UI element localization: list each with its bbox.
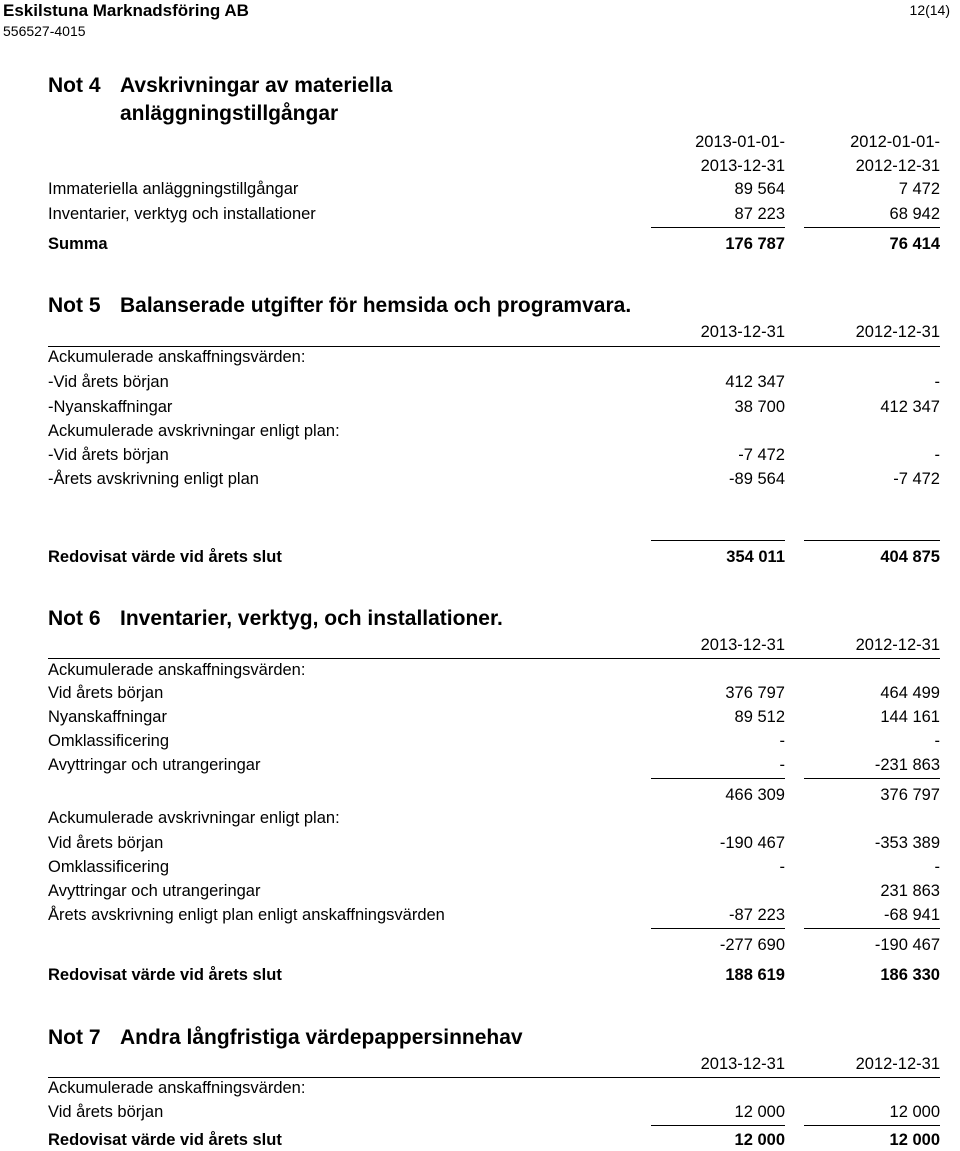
table-row: [48, 856, 940, 878]
col-header: 2013-01-01-: [695, 133, 785, 151]
row-label: Avyttringar och utrangeringar: [48, 882, 261, 900]
value-2013: -: [779, 732, 785, 750]
value-2013: -87 223: [729, 906, 785, 924]
col-header: 2013-12-31: [700, 157, 785, 175]
total-row: [48, 964, 940, 986]
note6-number: Not 6: [48, 607, 101, 630]
row-label: Immateriella anläggningstillgångar: [48, 180, 299, 198]
page-number: 12(14): [909, 2, 950, 18]
total-label: Summa: [48, 235, 108, 253]
col-header: 2013-12-31: [700, 636, 785, 654]
value-2013: 12 000: [734, 1103, 785, 1121]
divider: [651, 928, 785, 929]
subtotal-row: [48, 934, 940, 956]
table-row: [48, 1077, 940, 1099]
divider: [651, 1125, 785, 1126]
table-row: [48, 396, 940, 418]
divider: [804, 227, 940, 228]
total-row: [48, 1129, 940, 1151]
note6-col-header: [48, 634, 940, 656]
value-2012: -: [934, 858, 940, 876]
value-2013: 376 797: [725, 684, 785, 702]
note4-title-line1: Avskrivningar av materiella: [120, 74, 393, 97]
note6-title-text: Inventarier, verktyg, och installationer.: [120, 607, 503, 630]
total-label: Redovisat värde vid årets slut: [48, 548, 282, 566]
subtotal-2013: -277 690: [719, 936, 785, 954]
table-row: [48, 880, 940, 902]
total-2013: 12 000: [734, 1131, 785, 1149]
value-2013: 38 700: [734, 398, 785, 416]
value-2013: 412 347: [725, 373, 785, 391]
divider: [804, 778, 940, 779]
note5-number: Not 5: [48, 294, 101, 317]
divider: [804, 1125, 940, 1126]
table-row: [48, 754, 940, 776]
subtotal-2012: -190 467: [874, 936, 940, 954]
total-2013: 354 011: [726, 548, 785, 566]
divider: [804, 540, 940, 541]
row-label: Ackumulerade anskaffningsvärden:: [48, 348, 306, 366]
subtotal-2013: 466 309: [725, 786, 785, 804]
row-label: -Vid årets början: [48, 373, 169, 391]
total-2013: 188 619: [725, 966, 785, 984]
row-label: -Nyanskaffningar: [48, 398, 173, 416]
table-row: [48, 832, 940, 854]
divider: [804, 928, 940, 929]
value-2012: 412 347: [880, 398, 940, 416]
col-header: 2012-12-31: [855, 636, 940, 654]
total-2012: 76 414: [889, 235, 940, 253]
table-row: [48, 178, 940, 200]
company-name: Eskilstuna Marknadsföring AB: [3, 1, 249, 20]
row-label: Ackumulerade avskrivningar enligt plan:: [48, 809, 340, 827]
table-row: [48, 807, 940, 829]
table-row: [48, 444, 940, 466]
value-2012: 68 942: [889, 205, 940, 223]
row-label: Årets avskrivning enligt plan enligt anskaffningsvärden: [48, 906, 445, 924]
note7-col-header: [48, 1053, 940, 1075]
row-label: Omklassificering: [48, 732, 170, 750]
value-2012: 7 472: [898, 180, 940, 198]
divider: [651, 227, 785, 228]
value-2012: -231 863: [874, 756, 940, 774]
value-2013: -: [779, 756, 785, 774]
note5-title-text: Balanserade utgifter för hemsida och programvara.: [120, 294, 632, 317]
row-label: Inventarier, verktyg och installationer: [48, 205, 316, 223]
note4-col-header-2: [48, 155, 940, 177]
note4-col-header-1: [48, 131, 940, 153]
total-label: Redovisat värde vid årets slut: [48, 1131, 282, 1149]
row-label: Ackumulerade anskaffningsvärden:: [48, 661, 306, 679]
col-header: 2012-01-01-: [850, 133, 940, 151]
note4-title: [48, 74, 392, 98]
col-header: 2013-12-31: [700, 1055, 785, 1073]
value-2012: -353 389: [874, 834, 940, 852]
value-2012: -: [934, 446, 940, 464]
row-label: Vid årets början: [48, 834, 164, 852]
value-2013: -: [779, 858, 785, 876]
note5-col-header: [48, 321, 940, 343]
row-label: Nyanskaffningar: [48, 708, 167, 726]
total-2012: 186 330: [880, 966, 940, 984]
value-2013: 89 512: [734, 708, 785, 726]
table-row: [48, 904, 940, 926]
value-2013: -89 564: [729, 470, 785, 488]
subtotal-row: [48, 784, 940, 806]
value-2013: 89 564: [734, 180, 785, 198]
row-label: Ackumulerade anskaffningsvärden:: [48, 1079, 306, 1097]
row-label: Ackumulerade avskrivningar enligt plan:: [48, 422, 340, 440]
total-2013: 176 787: [725, 235, 785, 253]
value-2012: -: [934, 373, 940, 391]
value-2012: -68 941: [884, 906, 940, 924]
table-row: [48, 682, 940, 704]
note6-title: [48, 607, 503, 631]
note7-number: Not 7: [48, 1026, 101, 1049]
note4-number: Not 4: [48, 74, 101, 97]
divider: [651, 540, 785, 541]
table-row: [48, 1101, 940, 1123]
total-2012: 404 875: [880, 548, 940, 566]
total-row: [48, 233, 940, 255]
row-label: Vid årets början: [48, 684, 164, 702]
value-2013: -190 467: [719, 834, 785, 852]
value-2012: 464 499: [880, 684, 940, 702]
value-2013: -7 472: [738, 446, 785, 464]
col-header: 2012-12-31: [855, 157, 940, 175]
value-2012: 144 161: [880, 708, 940, 726]
table-row: [48, 203, 940, 225]
table-row: [48, 420, 940, 442]
table-row: [48, 371, 940, 393]
note5-title: [48, 294, 631, 318]
org-number: 556527-4015: [3, 23, 86, 39]
subtotal-2012: 376 797: [880, 786, 940, 804]
value-2012: 231 863: [880, 882, 940, 900]
value-2012: -7 472: [893, 470, 940, 488]
note7-title-text: Andra långfristiga värdepappersinnehav: [120, 1026, 523, 1049]
total-2012: 12 000: [889, 1131, 940, 1149]
row-label: -Vid årets början: [48, 446, 169, 464]
value-2013: 87 223: [734, 205, 785, 223]
note4-title-line2: anläggningstillgångar: [120, 102, 339, 125]
table-row: [48, 346, 940, 368]
value-2012: 12 000: [889, 1103, 940, 1121]
col-header: 2012-12-31: [855, 323, 940, 341]
table-row: [48, 659, 940, 681]
row-label: -Årets avskrivning enligt plan: [48, 470, 259, 488]
row-label: Omklassificering: [48, 858, 170, 876]
table-row: [48, 706, 940, 728]
table-row: [48, 468, 940, 490]
divider: [651, 778, 785, 779]
row-label: Vid årets början: [48, 1103, 164, 1121]
value-2012: -: [934, 732, 940, 750]
row-label: Avyttringar och utrangeringar: [48, 756, 261, 774]
table-row: [48, 730, 940, 752]
col-header: 2012-12-31: [855, 1055, 940, 1073]
total-row: [48, 546, 940, 568]
total-label: Redovisat värde vid årets slut: [48, 966, 282, 984]
col-header: 2013-12-31: [700, 323, 785, 341]
note7-title: [48, 1026, 523, 1050]
